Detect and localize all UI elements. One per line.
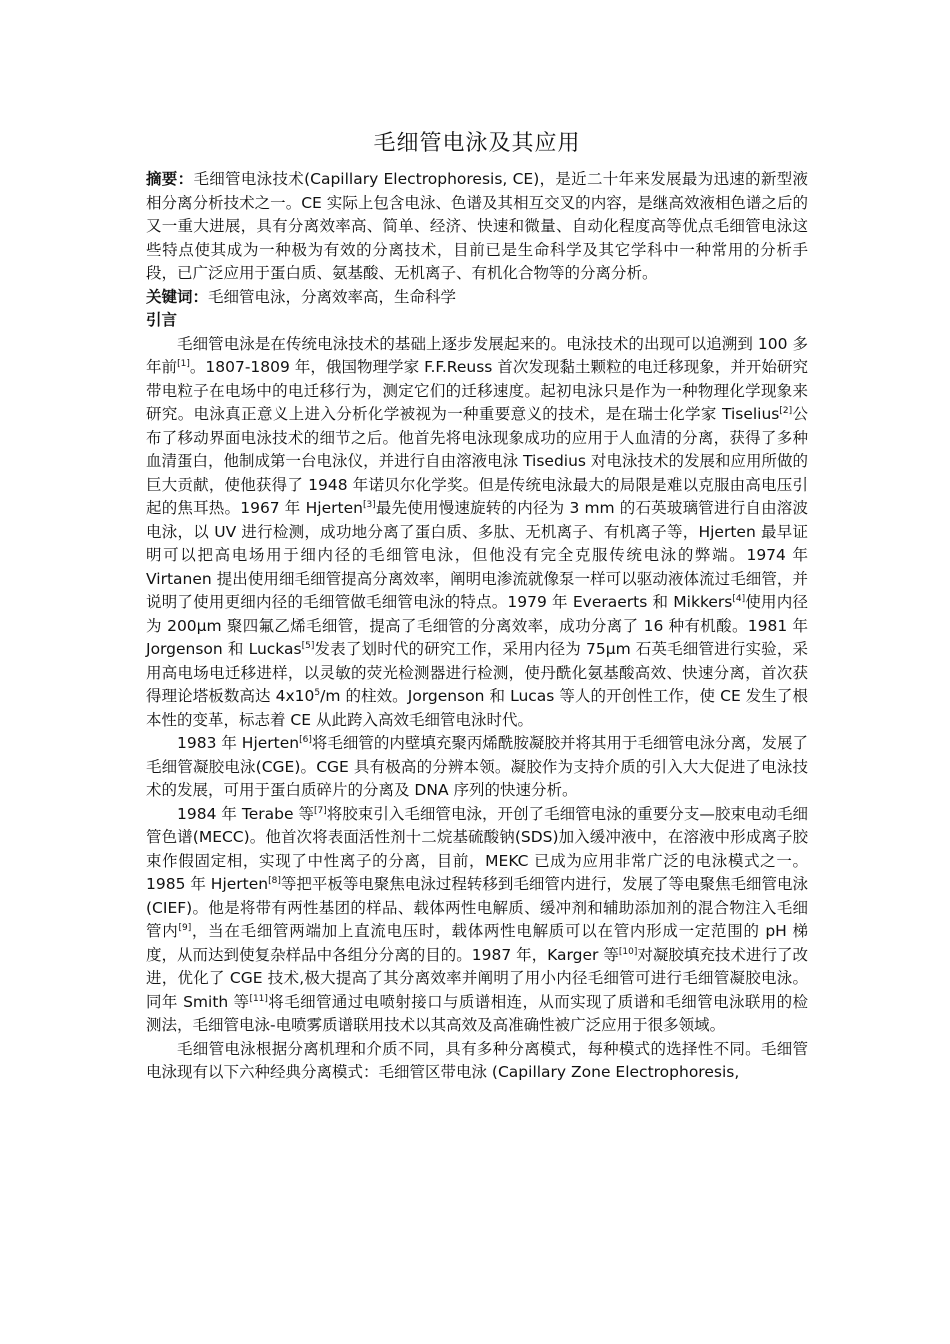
abstract-label: 摘要： [146,170,194,188]
document-page [146,128,808,1085]
text-segment: ，当在毛细管两端加上直流电压时，载体两性电解质可以在管内形成一定范围的 pH 梯度，从而达到使复杂样品中各组分分离的目的。1987 年，Karger 等 [146,922,808,964]
text-segment: 最先使用慢速旋转的内径为 3 mm 的石英玻璃管进行自由溶波电泳，以 UV 进行检测，成功地分离了蛋白质、多肽、无机离子、有机离子等，Hjerten 最早证明可以把高电场用于细内径的毛细管电泳，但他没有完全克服传统电泳的弊端。1974 年 Virtanen 提出使用细毛细管提高分离效率，阐明电渗流就像泵一样可以驱动液体流过毛细管，并说明了使用更细内径的毛细管做毛细管电泳的特点。1979 年 Everaerts 和 Mikkers [146,499,809,611]
text-segment: 毛细管电泳是在传统电泳技术的基础上逐步发展起来的。电泳技术的出现可以追溯到 100 多年前 [146,334,808,376]
text-segment: 将毛细管通过电喷射接口与质谱相连，从而实现了质谱和毛细管电泳联用的检测法，毛细管电泳-电喷雾质谱联用技术以其高效及高准确性被广泛应用于很多领域。 [146,992,809,1034]
keywords-paragraph [146,286,808,310]
citation-ref: [11] [249,993,268,1004]
intro-paragraph-3 [146,803,808,1038]
citation-ref: [7] [313,805,327,816]
text-segment: 公布了移动界面电泳技术的细节之后。他首先将电泳现象成功的应用于人血清的分离，获得了多种血清蛋白，他制成第一台电泳仪，并进行自由溶液电泳 Tisedius 对电泳技术的发展和应用所做的巨大贡献，使他获得了 1948 年诺贝尔化学奖。但是传统电泳最大的局限是难以克服由高电压引起的焦耳热。1967 年 Hjerten [146,405,808,517]
abstract-paragraph [146,168,808,286]
citation-ref: [2] [779,405,793,416]
keywords-text: 毛细管电泳，分离效率高，生命科学 [208,287,457,306]
text-segment: 等把平板等电聚焦电泳过程转移到毛细管内进行，发展了等电聚焦毛细管电泳(CIEF)。他是将带有两性基团的样品、载体两性电解质、缓冲剂和辅助添加剂的混合物注入毛细管内 [146,875,808,940]
abstract-text: 毛细管电泳技术(Capillary Electrophoresis, CE)，是近二十年来发展最为迅速的新型液相分离分析技术之一。CE 实际上包含电泳、色谱及其相互交叉的内容，是继高效液相色谱之后的又一重大进展，具有分离效率高、简单、经济、快速和微量、自动化程度高等优点毛细管电泳这些特点使其成为一种极为有效的分离技术，目前已是生命科学及其它学科中一种常用的分析手段，已广泛应用于蛋白质、氨基酸、无机离子、有机化合物等的分离分析。 [146,170,808,282]
text-segment: 发表了划时代的研究工作，采用内径为 75μm 石英毛细管进行实验，采用高电场电迁移进样，以灵敏的荧光检测器进行检测，使丹酰化氨基酸高效、快速分离，首次获得理论塔板数高达 4x10 [146,640,808,705]
citation-ref: [1] [177,358,190,369]
citation-ref: [8] [268,875,281,886]
citation-ref: [6] [299,734,312,745]
citation-ref: [10] [618,946,638,957]
text-segment: 将胶束引入毛细管电泳，开创了毛细管电泳的重要分支—胶束电动毛细管色谱(MECC)。他首次将表面活性剂十二烷基硫酸钠(SDS)加入缓冲液中，在溶液中形成离子胶束作假固定相，实现了中性离子的分离，目前，MEKC 已成为应用非常广泛的电泳模式之一。1985 年 Hjerten [146,804,808,893]
intro-heading: 引言 [146,311,178,329]
text-segment: 对凝胶填充技术进行了改进，优化了 CGE 技术,极大提高了其分离效率并阐明了用小内径毛细管可进行毛细管凝胶电泳。同年 Smith 等 [146,945,808,1011]
text-segment: 1983 年 Hjerten [177,734,300,752]
citation-ref: [3] [362,499,376,510]
text-segment: 。1807-1809 年，俄国物理学家 F.F.Reuss 首次发现黏土颗粒的电迁移现象，并开始研究带电粒子在电场中的电迁移行为，测定它们的迁移速度。起初电泳只是作为一种物理化学现象来研究。电泳真正意义上进入分析化学被视为一种重要意义的技术，是在瑞士化学家 Tiselius [146,358,808,423]
text-segment: /m 的柱效。Jorgenson 和 Lucas 等人的开创性工作，使 CE 发生了根本性的变革，标志着 CE 从此跨入高效毛细管电泳时代。 [146,687,808,729]
intro-paragraph-2 [146,732,808,803]
text-segment: 1984 年 Terabe 等 [177,804,314,823]
intro-paragraph-1 [146,333,808,733]
text-segment: 使用内径为 200μm 聚四氟乙烯毛细管，提高了毛细管的分离效率，成功分离了 16 种有机酸。1981 年 Jorgenson 和 Luckas [146,593,808,658]
keywords-label: 关键词： [146,287,209,306]
text-segment: 毛细管电泳根据分离机理和介质不同，具有多种分离模式，每种模式的选择性不同。毛细管电泳现有以下六种经典分离模式：毛细管区带电泳 (Capillary Zone Electrophoresis, [146,1039,808,1081]
citation-ref: [4] [732,593,746,604]
document-title: 毛细管电泳及其应用 [373,131,581,156]
citation-ref: [9] [178,922,192,933]
text-segment: 将毛细管的内壁填充聚丙烯酰胺凝胶并将其用于毛细管电泳分离，发展了毛细管凝胶电泳(CGE)。CGE 具有极高的分辨本领。凝胶作为支持介质的引入大大促进了电泳技术的发展，可用于蛋白质碎片的分离及 DNA 序列的快速分析。 [146,734,808,799]
citation-ref: [5] [301,640,315,651]
exponent: 5 [314,687,321,698]
intro-paragraph-4 [146,1038,808,1085]
